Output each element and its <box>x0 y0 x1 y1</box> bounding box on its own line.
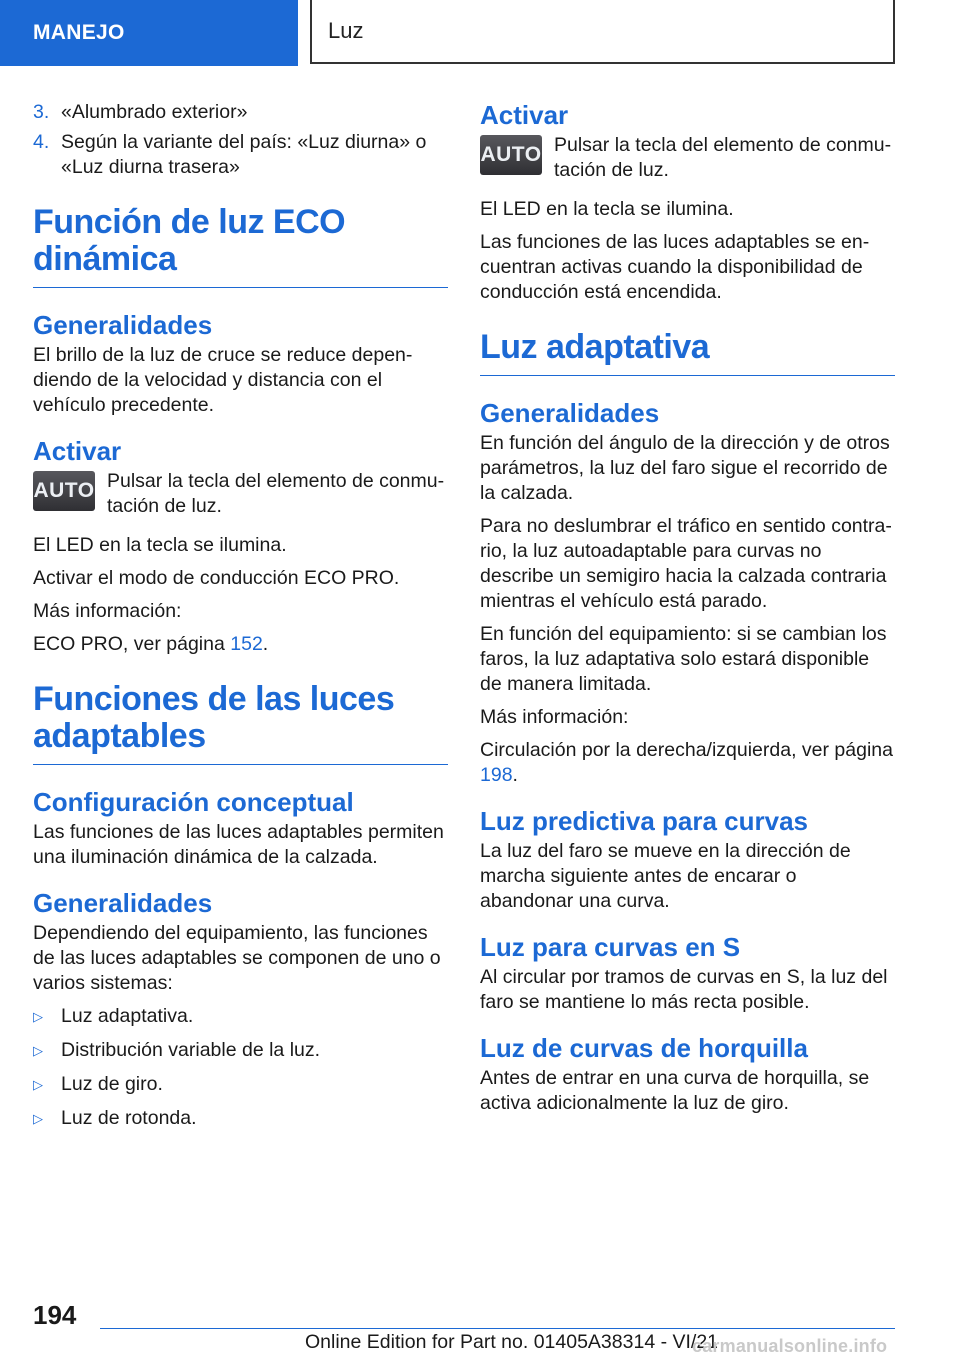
triangle-bullet-icon: ▷ <box>33 1077 43 1092</box>
watermark: carmanualsonline.info <box>692 1336 888 1356</box>
auto-button-icon: AUTO <box>480 135 542 175</box>
auto-instruction <box>33 469 448 519</box>
triangle-bullet-icon: ▷ <box>33 1043 43 1058</box>
heading-generalities: Generalidades <box>480 398 660 428</box>
footer-divider <box>100 1328 895 1329</box>
heading-generalities: Generalidades <box>33 310 213 340</box>
paragraph: Antes de entrar en una curva de horquilla, se activa adicionalmente la luz de giro. <box>480 1067 870 1114</box>
paragraph: Más información: <box>480 706 629 728</box>
list-number: 3. <box>33 101 50 123</box>
triangle-bullet-icon: ▷ <box>33 1111 43 1126</box>
reference-end: . <box>262 633 269 655</box>
reference-text: Circulación por la derecha/izquierda, ver página <box>480 739 893 761</box>
reference-end: . <box>512 764 518 786</box>
section-tab: MANEJO <box>0 0 298 66</box>
paragraph: El LED en la tecla se ilumina. <box>480 198 734 220</box>
paragraph: El brillo de la luz de cruce se reduce dependiendo de la velocidad y distancia con el vehículo precedente. <box>33 344 413 416</box>
heading-predictive-curve: Luz predictiva para curvas <box>480 806 809 836</box>
page-link[interactable]: 198 <box>480 764 513 786</box>
left-column <box>33 100 448 1140</box>
paragraph: Dependiendo del equipamiento, las funciones de las luces adaptables se componen de uno o varios sistemas: <box>33 922 441 994</box>
list-text: Luz de giro. <box>61 1073 163 1095</box>
paragraph: Para no deslumbrar el tráfico en sentido contrario, la luz autoadaptable para curvas no describe un semigiro hacia la calzada contraria mientras el vehículo está parado. <box>480 515 892 612</box>
list-text: Distribución variable de la luz. <box>61 1039 321 1061</box>
paragraph: Más información: <box>33 600 182 622</box>
paragraph: En función del ángulo de la dirección y de otros parámetros, la luz del faro sigue el recorrido de la calzada. <box>480 432 890 504</box>
bullet-list <box>33 1004 448 1131</box>
numbered-list <box>33 100 448 180</box>
heading-generalities: Generalidades <box>33 888 213 918</box>
heading-s-curve: Luz para curvas en S <box>480 932 741 962</box>
list-item <box>33 130 448 180</box>
page-number: 194 <box>33 1300 77 1330</box>
cross-reference <box>480 738 895 788</box>
list-item <box>33 1106 448 1131</box>
heading-hairpin: Luz de curvas de horquilla <box>480 1033 808 1063</box>
chapter-title: Luz <box>310 0 895 64</box>
paragraph: Las funciones de las luces adaptables permiten una iluminación dinámica de la calzada. <box>33 821 444 868</box>
heading-activate: Activar <box>33 436 122 466</box>
heading-adaptive-light: Luz adaptativa <box>480 329 895 376</box>
list-number: 4. <box>33 131 50 153</box>
heading-adaptive-functions: Funciones de las luces adaptables <box>33 681 448 765</box>
list-text: «Alumbrado exterior» <box>61 101 248 123</box>
right-column <box>480 100 895 1124</box>
triangle-bullet-icon: ▷ <box>33 1009 43 1024</box>
heading-concept: Configuración conceptual <box>33 787 354 817</box>
paragraph: Al circular por tramos de curvas en S, la luz del faro se mantiene lo más recta posible. <box>480 966 888 1013</box>
list-item <box>33 1072 448 1097</box>
paragraph: El LED en la tecla se ilumina. <box>33 534 287 556</box>
paragraph: En función del equipamiento: si se cambian los faros, la luz adaptativa solo estará disponible de manera limitada. <box>480 623 887 695</box>
paragraph: La luz del faro se mueve en la dirección de marcha siguiente antes de encarar o abandonar una curva. <box>480 840 851 912</box>
paragraph: Activar el modo de conducción ECO PRO. <box>33 567 400 589</box>
reference-text: ECO PRO, ver página <box>33 633 231 655</box>
edition-note: Online Edition for Part no. 01405A38314 - VI/21 <box>305 1331 719 1353</box>
auto-instruction <box>480 133 895 183</box>
heading-eco-function: Función de luz ECO dinámica <box>33 204 448 288</box>
heading-activate: Activar <box>480 100 569 130</box>
list-item <box>33 1004 448 1029</box>
page-header <box>0 0 960 66</box>
list-item <box>33 100 448 125</box>
list-text: Luz adaptativa. <box>61 1005 194 1027</box>
instruction-text: Pulsar la tecla del elemento de conmutación de luz. <box>107 470 445 517</box>
instruction-text: Pulsar la tecla del elemento de conmutación de luz. <box>554 134 892 181</box>
page-link[interactable]: 152 <box>230 633 263 655</box>
list-text: Luz de rotonda. <box>61 1107 197 1129</box>
auto-button-icon: AUTO <box>33 471 95 511</box>
paragraph: Las funciones de las luces adaptables se encuentran activas cuando la disponibilidad de conducción está encendida. <box>480 231 870 303</box>
list-item <box>33 1038 448 1063</box>
list-text: Según la variante del país: «Luz diurna» o «Luz diurna trasera» <box>61 131 427 178</box>
cross-reference <box>33 632 448 657</box>
